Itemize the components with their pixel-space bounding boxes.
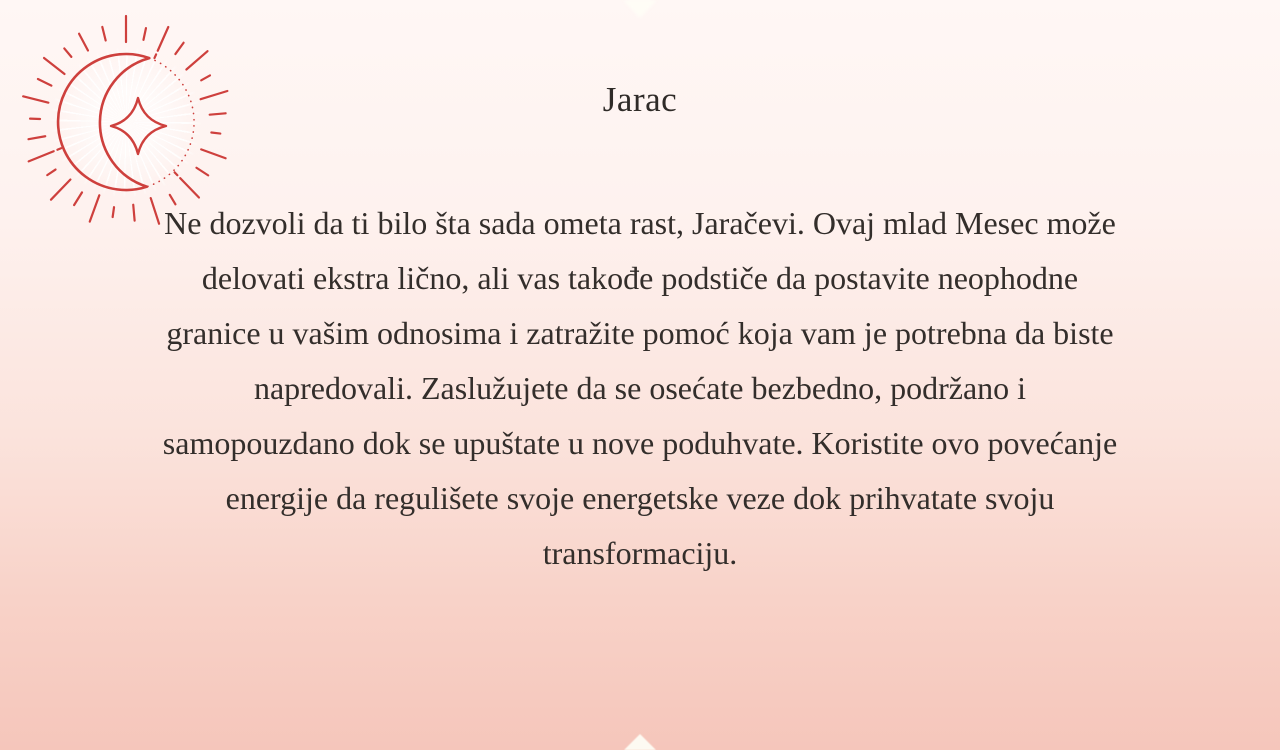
bottom-notch (624, 734, 656, 750)
sign-title: Jarac (602, 80, 678, 119)
horoscope-text: Ne dozvoli da ti bilo šta sada ometa rast, Jaračevi. Ovaj mlad Mesec može delovati ekstra lično, ali vas takođe podstiče da postavite neophodne granice u vašim odnosima i zatražite pomoć koja vam je potrebna da biste napredovali. Zaslužujete da se osećate bezbedno, podržano i samopouzdano dok se upuštate u nove poduhvate. Koristite ovo povećanje energije da regulišete svoje energetske veze dok prihvatate svoju transformaciju. (162, 205, 1118, 571)
crescent-outline (58, 54, 149, 190)
top-notch (623, 0, 657, 18)
